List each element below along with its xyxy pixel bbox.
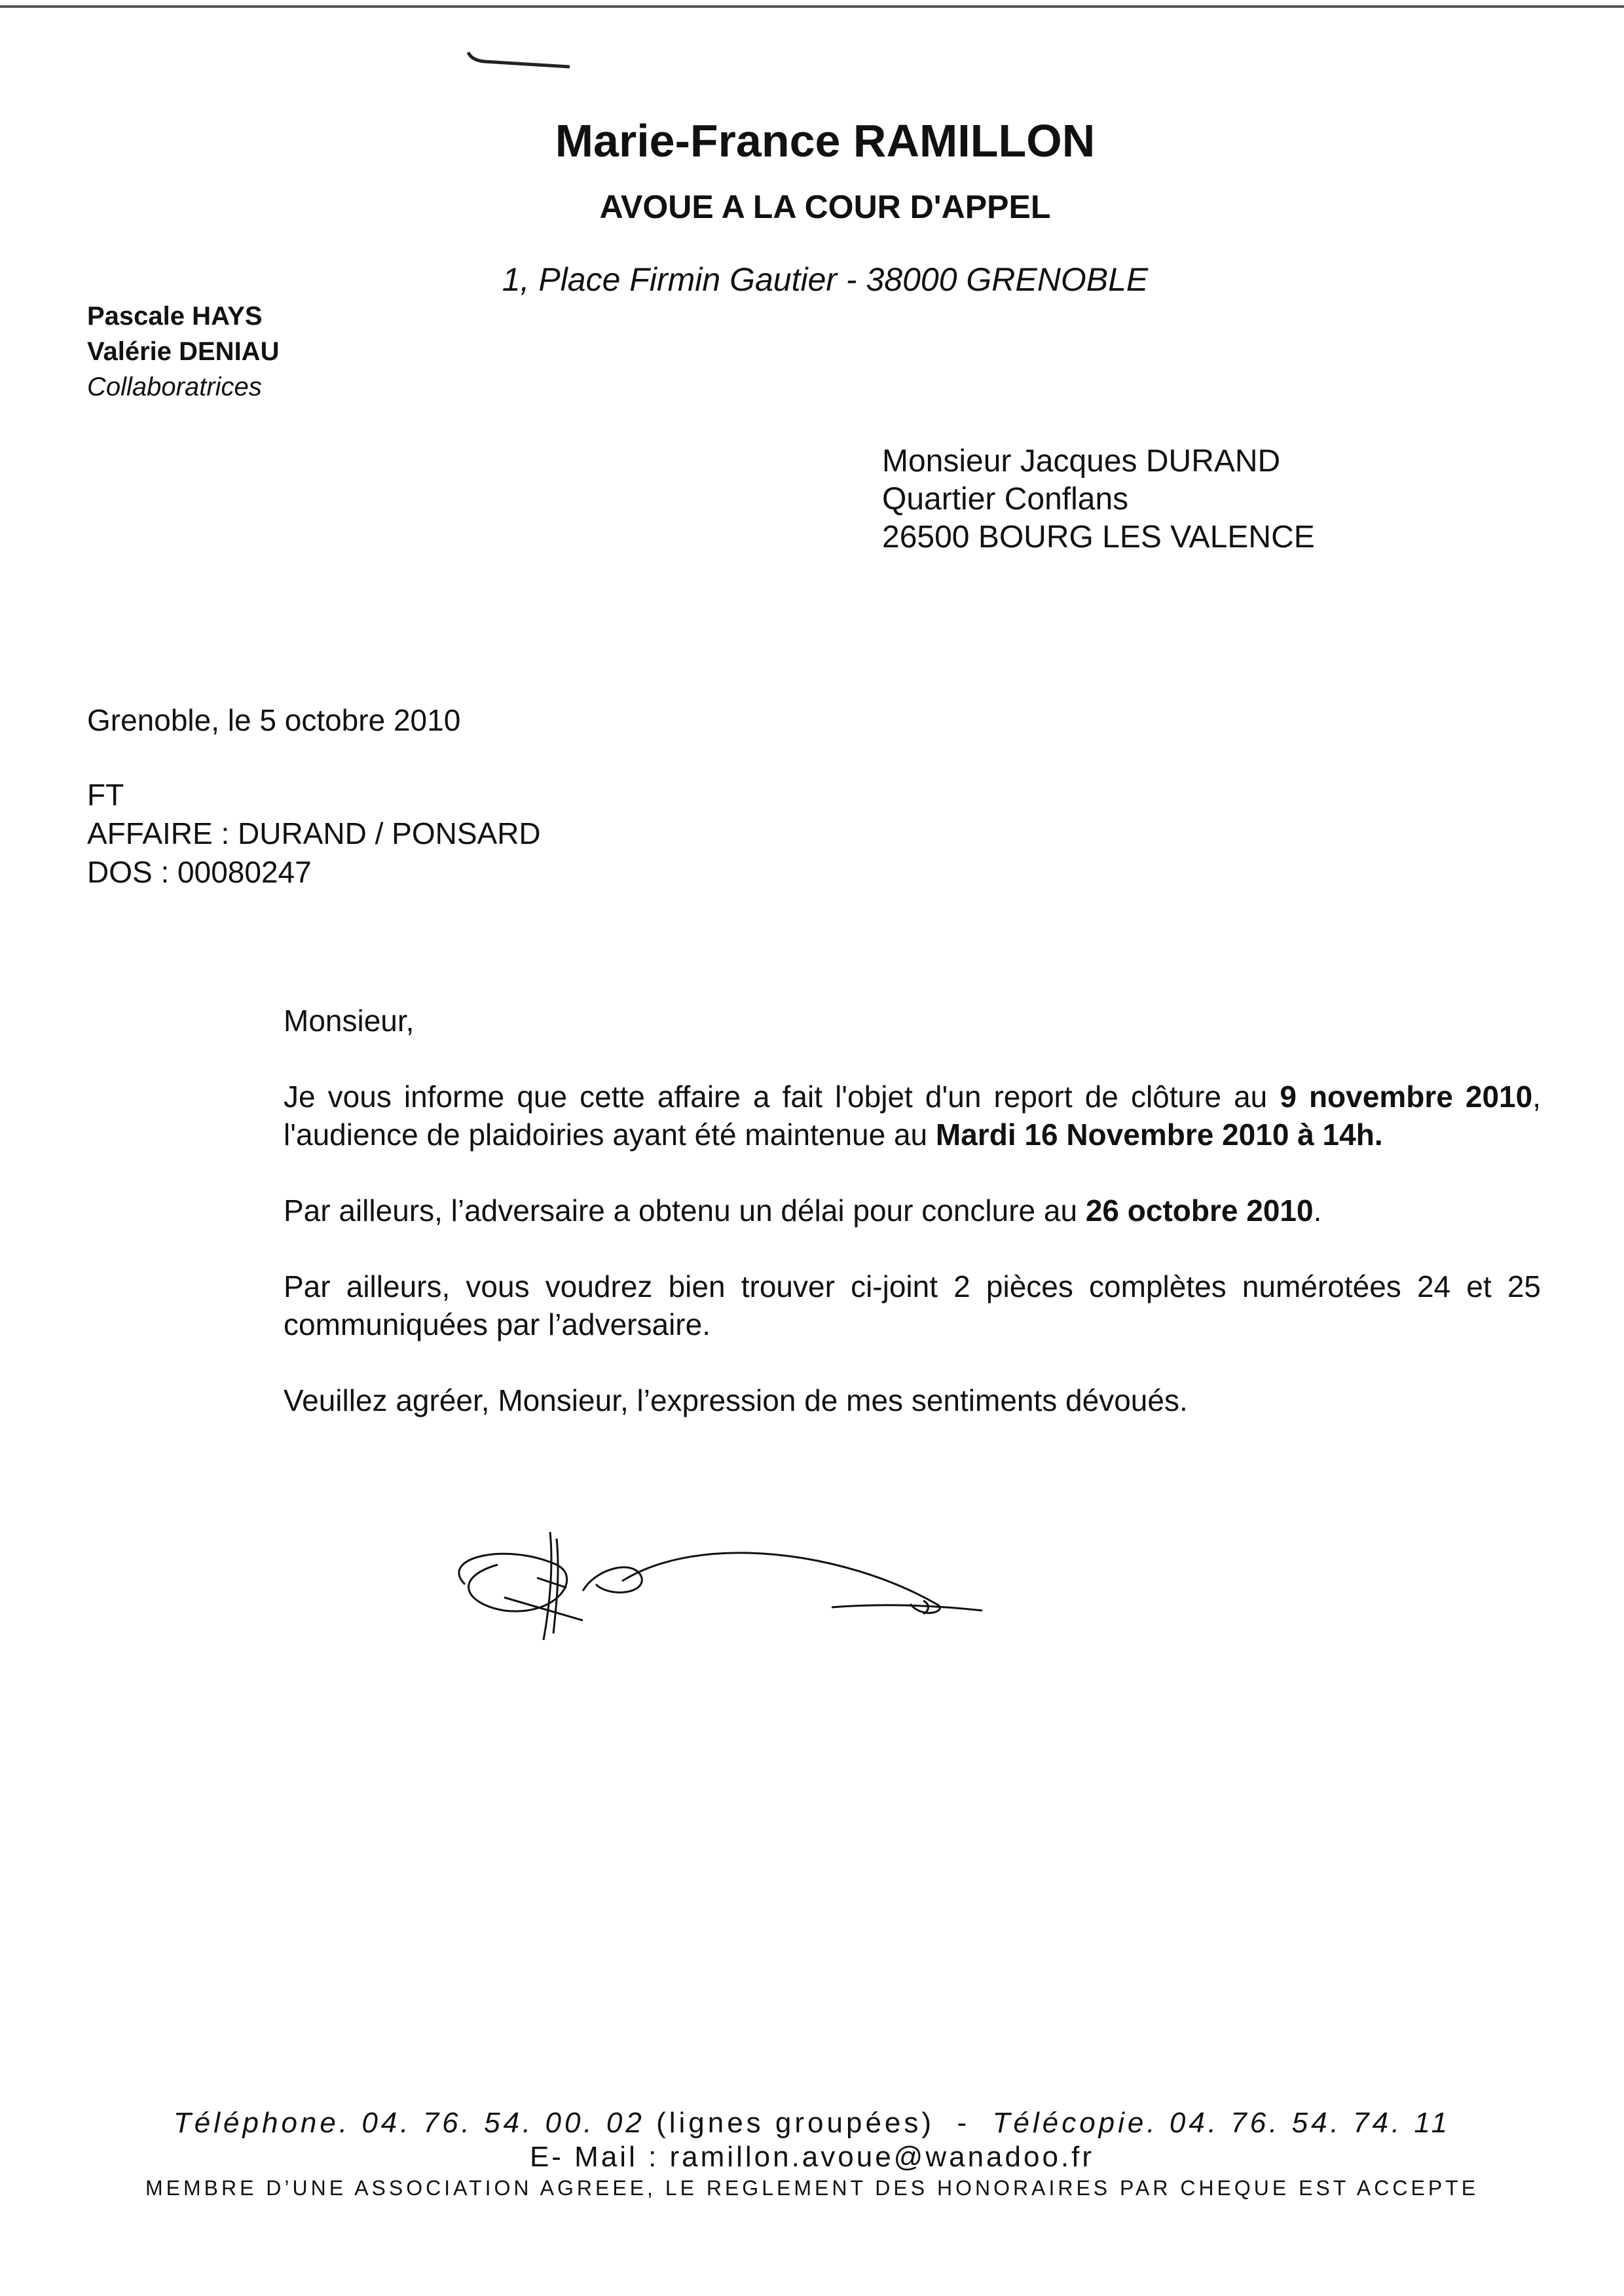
letterhead-address: 1, Place Firmin Gautier - 38000 GRENOBLE: [502, 261, 1149, 298]
text-run: .: [1313, 1194, 1322, 1228]
bold-hearing-date: Mardi 16 Novembre 2010 à 14h.: [935, 1118, 1383, 1152]
pen-mark: [458, 47, 576, 80]
text-run: Par ailleurs, l’adversaire a obtenu un délai pour conclure au: [284, 1194, 1086, 1228]
collaborators-block: [87, 299, 279, 405]
letterhead-name: Marie-France RAMILLON: [555, 115, 1096, 166]
collaborator-name: Valérie DENIAU: [87, 337, 280, 366]
paragraph-report: [284, 1078, 1541, 1154]
footer: [0, 2107, 1624, 2200]
footer-email: E- Mail : ramillon.avoue@wanadoo.fr: [529, 2141, 1095, 2173]
letter-body: [284, 1002, 1541, 1419]
bold-date: 9 novembre 2010: [1280, 1080, 1533, 1114]
recipient-line: Monsieur Jacques DURAND: [882, 444, 1281, 479]
date-line: Grenoble, le 5 octobre 2010: [87, 703, 461, 737]
footer-membership: MEMBRE D’UNE ASSOCIATION AGREEE, LE REGLEMENT DES HONORAIRES PAR CHEQUE EST ACCEPTE: [145, 2176, 1479, 2200]
collaborator-name: Pascale HAYS: [87, 302, 263, 331]
phone-number: 04. 76. 54. 00. 02: [361, 2107, 645, 2139]
salutation: Monsieur,: [284, 1004, 415, 1038]
text-run: , l'audience de plaidoiries ayant été maintenue au: [284, 1080, 1541, 1152]
ref-initials: FT: [87, 778, 124, 812]
letterhead-title: AVOUE A LA COUR D'APPEL: [599, 189, 1051, 225]
collaborators-role: Collaboratrices: [87, 373, 262, 401]
footer-contact-line: [0, 2107, 1624, 2140]
bold-deadline: 26 octobre 2010: [1085, 1194, 1314, 1228]
fax-label: Télécopie.: [992, 2107, 1158, 2139]
recipient-line: 26500 BOURG LES VALENCE: [882, 520, 1315, 555]
phone-note: (lignes groupées): [656, 2107, 935, 2139]
ref-dossier: DOS : 00080247: [87, 855, 312, 889]
references-block: [87, 776, 541, 892]
recipient-address: [882, 443, 1315, 556]
footer-separator: -: [957, 2107, 970, 2139]
ref-affaire: AFFAIRE : DURAND / PONSARD: [87, 816, 541, 850]
fax-number: 04. 76. 54. 74. 11: [1169, 2107, 1451, 2139]
text-run: Je vous informe que cette affaire a fait l'objet d'un report de clôture au: [284, 1080, 1280, 1114]
closing-formula: Veuillez agréer, Monsieur, l’expression de mes sentiments dévoués.: [284, 1383, 1188, 1417]
top-scan-edge-line: [0, 5, 1624, 8]
recipient-line: Quartier Conflans: [882, 482, 1129, 517]
handwritten-signature: [426, 1506, 1015, 1656]
phone-label: Téléphone.: [173, 2107, 351, 2139]
paragraph-attachments: Par ailleurs, vous voudrez bien trouver ci-joint 2 pièces complètes numérotées 24 et 25 communiquées par l’adversaire.: [284, 1269, 1541, 1341]
paragraph-delay: [284, 1192, 1541, 1230]
